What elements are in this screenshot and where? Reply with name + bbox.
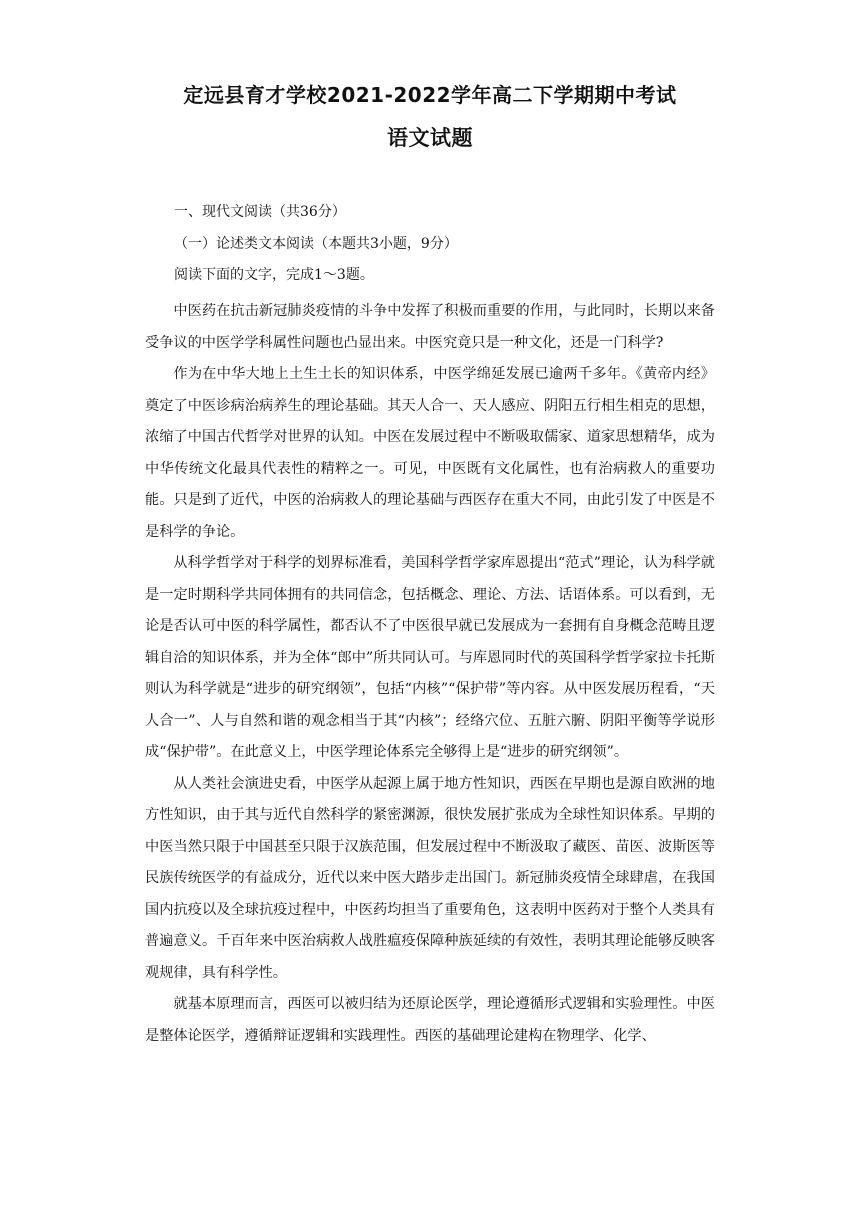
reading-instruction: 阅读下面的文字，完成1～3题。 [174,267,374,283]
passage-paragraph: 从科学哲学对于科学的划界标准看，美国科学哲学家库恩提出“范式”理论，认为科学就是一定时期科学共同体拥有的共同信念，包括概念、理论、方法、话语体系。可以看到，无论是否认可中医的科学属性，都否认不了中医很早就已发展成为一套拥有自身概念范畴且逻辑自洽的知识体系，并为全体“郎中”所共同认可。与库恩同时代的英国科学哲学家拉卡托斯则认为科学就是“进步的研究纲领”，包括“内核”“保护带”等内容。从中医发展历程看，“天人合一”、人与自然和谐的观念相当于其“内核”；经络穴位、五脏六腑、阴阳平衡等学说形成“保护带”。在此意义上，中医学理论体系完全够得上是“进步的研究纲领”。 [145,555,715,760]
subsection-heading: （一）论述类文本阅读（本题共3小题，9分） [174,236,458,252]
exam-title: 定远县育才学校2021-2022学年高二下学期期中考试 [183,83,677,107]
section-heading: 一、现代文阅读（共36分） [174,204,346,220]
exam-subtitle: 语文试题 [387,126,473,150]
passage-body [145,296,715,1052]
passage-paragraph: 中医药在抗击新冠肺炎疫情的斗争中发挥了积极而重要的作用，与此同时，长期以来备受争议的中医学学科属性问题也凸显出来。中医究竟只是一种文化，还是一门科学? [145,303,715,351]
passage-paragraph: 就基本原理而言，西医可以被归结为还原论医学，理论遵循形式逻辑和实验理性。中医是整体论医学，遵循辩证逻辑和实践理性。西医的基础理论建构在物理学、化学、 [145,996,715,1044]
passage-paragraph: 从人类社会演进史看，中医学从起源上属于地方性知识，西医在早期也是源自欧洲的地方性知识，由于其与近代自然科学的紧密渊源，很快发展扩张成为全球性知识体系。早期的中医当然只限于中国甚至只限于汉族范围，但发展过程中不断汲取了藏医、苗医、波斯医等民族传统医学的有益成分，近代以来中医大踏步走出国门。新冠肺炎疫情全球肆虐，在我国国内抗疫以及全球抗疫过程中，中医药均担当了重要角色，这表明中医药对于整个人类具有普遍意义。千百年来中医治病救人战胜瘟疫保障种族延续的有效性，表明其理论能够反映客观规律，具有科学性。 [145,775,715,981]
passage-paragraph: 作为在中华大地上土生土长的知识体系，中医学绵延发展已逾两千多年。《黄帝内经》奠定了中医诊病治病养生的理论基础。其天人合一、天人感应、阴阳五行相生相克的思想，浓缩了中国古代哲学对世界的认知。中医在发展过程中不断吸取儒家、道家思想精华，成为中华传统文化最具代表性的精粹之一。可见，中医既有文化属性，也有治病救人的重要功能。只是到了近代，中医的治病救人的理论基础与西医存在重大不同，由此引发了中医是不是科学的争论。 [145,366,715,540]
